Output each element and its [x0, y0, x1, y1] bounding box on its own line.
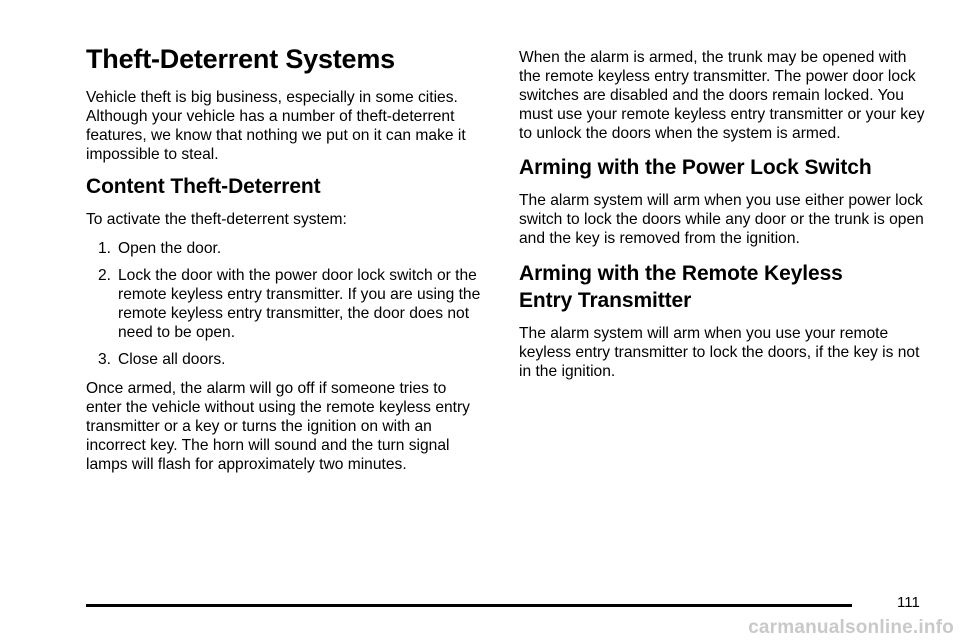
- footer-divider: [86, 604, 852, 607]
- right-column: [519, 48, 929, 393]
- remote-keyless-paragraph: The alarm system will arm when you use your remote keyless entry transmitter to lock the doors, if the key is not in the ignition.: [519, 325, 920, 380]
- list-item: [86, 239, 486, 258]
- remote-heading-line-2: Entry Transmitter: [519, 289, 692, 312]
- step-number: 1.: [98, 240, 112, 257]
- page-number: 111: [897, 594, 920, 611]
- power-lock-paragraph: The alarm system will arm when you use either power lock switch to lock the doors while any door or the trunk is open and the key is removed from the ignition.: [519, 192, 924, 247]
- activation-steps-list: [86, 239, 486, 369]
- step-text: Open the door.: [118, 240, 222, 257]
- intro-paragraph: Vehicle theft is big business, especially in some cities. Although your vehicle has a number of theft-deterrent features, we know that nothing we put on it can make it impossible to steal.: [86, 89, 466, 163]
- list-item: [86, 350, 486, 369]
- list-item: [86, 266, 486, 342]
- remote-heading-line-1: Arming with the Remote Keyless: [519, 262, 843, 285]
- step-number: 3.: [98, 351, 112, 368]
- step-number: 2.: [98, 267, 112, 284]
- watermark-text: carmanualsonline.info: [748, 617, 954, 638]
- step-text: Close all doors.: [118, 351, 226, 368]
- step-text: Lock the door with the power door lock switch or the remote keyless entry transmitter. If you are using the remote keyless entry transmitter, the door does not need to be open.: [118, 267, 481, 341]
- left-column: [86, 42, 486, 484]
- armed-paragraph: Once armed, the alarm will go off if someone tries to enter the vehicle without using the remote keyless entry transmitter or a key or turns the ignition on with an incorrect key. The horn will sound and the turn signal lamps will flash for approximately two minutes.: [86, 380, 470, 473]
- trunk-paragraph: When the alarm is armed, the trunk may be opened with the remote keyless entry transmitter. The power door lock switches are disabled and the doors remain locked. You must use your remote keyless entry transmitter or your key to unlock the doors when the system is armed.: [519, 49, 925, 142]
- content-theft-deterrent-heading: Content Theft-Deterrent: [86, 175, 321, 198]
- power-lock-heading: Arming with the Power Lock Switch: [519, 156, 872, 179]
- remote-keyless-heading: [519, 260, 929, 314]
- activate-paragraph: To activate the theft-deterrent system:: [86, 211, 347, 228]
- page-title: Theft-Deterrent Systems: [86, 44, 395, 74]
